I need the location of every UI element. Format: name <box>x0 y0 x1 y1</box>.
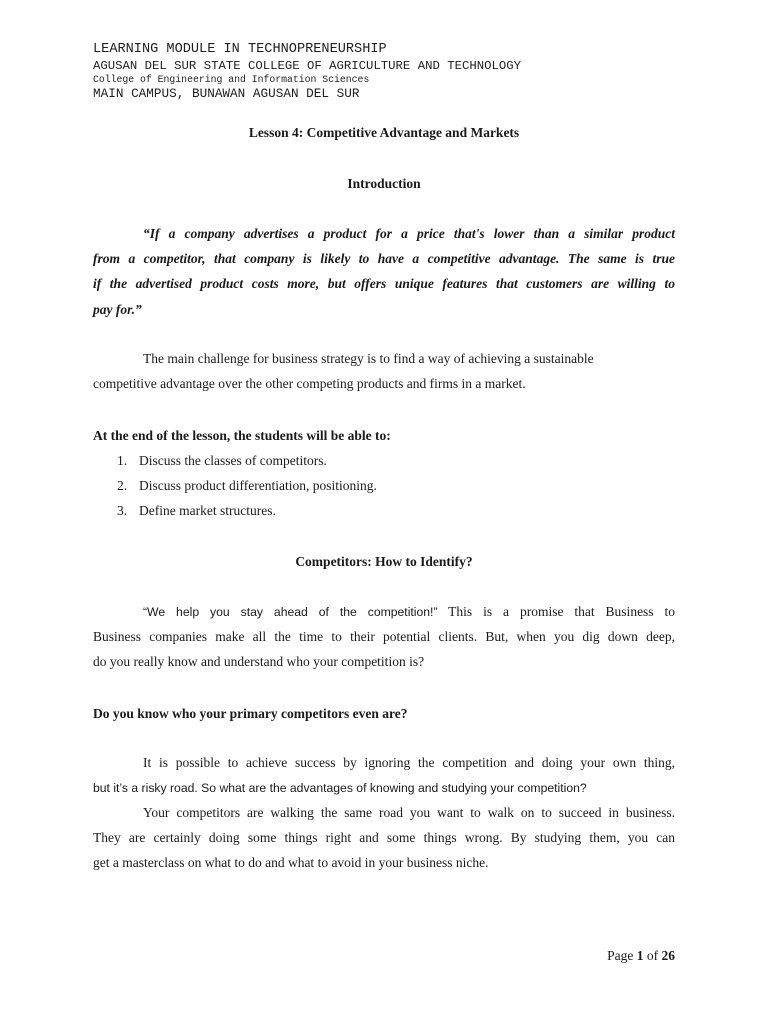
lesson-title: Lesson 4: Competitive Advantage and Markets <box>248 125 520 140</box>
paragraph-line: They are certainly doing some things right and some things wrong. By studying them, you can <box>93 830 675 845</box>
paragraph-line: Your competitors are walking the same road you want to walk on to succeed in business. <box>143 805 675 820</box>
quote-line: if the advertised product costs more, but offers unique features that customers are willing to <box>93 276 675 291</box>
quote-line: “If a company advertises a product for a price that's lower than a similar product <box>143 226 675 241</box>
page-footer <box>93 947 675 965</box>
paragraph-line: Business companies make all the time to their potential clients. But, when you dig down deep, <box>93 629 675 644</box>
total-pages: 26 <box>661 948 675 963</box>
objectives-heading: At the end of the lesson, the students will be able to: <box>93 428 391 443</box>
quote-line: from a competitor, that company is likely to have a competitive advantage. The same is true <box>93 251 675 266</box>
of-label: of <box>646 948 659 963</box>
page-label: Page <box>607 948 634 963</box>
paragraph-line <box>93 603 675 621</box>
objective-number: 3. <box>117 503 128 518</box>
objective-number: 1. <box>117 453 128 468</box>
institution-name: AGUSAN DEL SUR STATE COLLEGE OF AGRICULTURE AND TECHNOLOGY <box>93 59 522 73</box>
paragraph-text: This is a promise that Business to <box>437 604 675 619</box>
introduction-heading: Introduction <box>347 176 421 191</box>
college-name: College of Engineering and Information Sciences <box>93 74 370 85</box>
campus-name: MAIN CAMPUS, BUNAWAN AGUSAN DEL SUR <box>93 86 360 101</box>
paragraph-line: get a masterclass on what to do and what to avoid in your business niche. <box>93 855 489 870</box>
objective-text: Discuss the classes of competitors. <box>139 453 327 468</box>
section-heading-primary-competitors: Do you know who your primary competitors even are? <box>93 706 408 721</box>
section-heading-competitors: Competitors: How to Identify? <box>295 554 473 569</box>
objective-text: Define market structures. <box>139 503 276 518</box>
objective-item <box>117 452 327 470</box>
promise-quote: “We help you stay ahead of the competition!” <box>143 605 438 619</box>
objective-text: Discuss product differentiation, positioning. <box>139 478 377 493</box>
quote-line: pay for.” <box>93 302 142 317</box>
objective-item <box>117 477 377 495</box>
page-number: 1 <box>636 948 644 963</box>
objective-item <box>117 502 276 520</box>
paragraph-line: do you really know and understand who your competition is? <box>93 654 425 669</box>
paragraph-line: competitive advantage over the other competing products and firms in a market. <box>93 376 526 391</box>
paragraph-line: but it’s a risky road. So what are the advantages of knowing and studying your competition? <box>93 781 587 795</box>
paragraph-line: It is possible to achieve success by ignoring the competition and doing your own thing, <box>143 755 675 770</box>
objective-number: 2. <box>117 478 128 493</box>
paragraph-line: The main challenge for business strategy is to find a way of achieving a sustainable <box>143 351 594 366</box>
module-title: LEARNING MODULE IN TECHNOPRENEURSHIP <box>93 42 387 57</box>
